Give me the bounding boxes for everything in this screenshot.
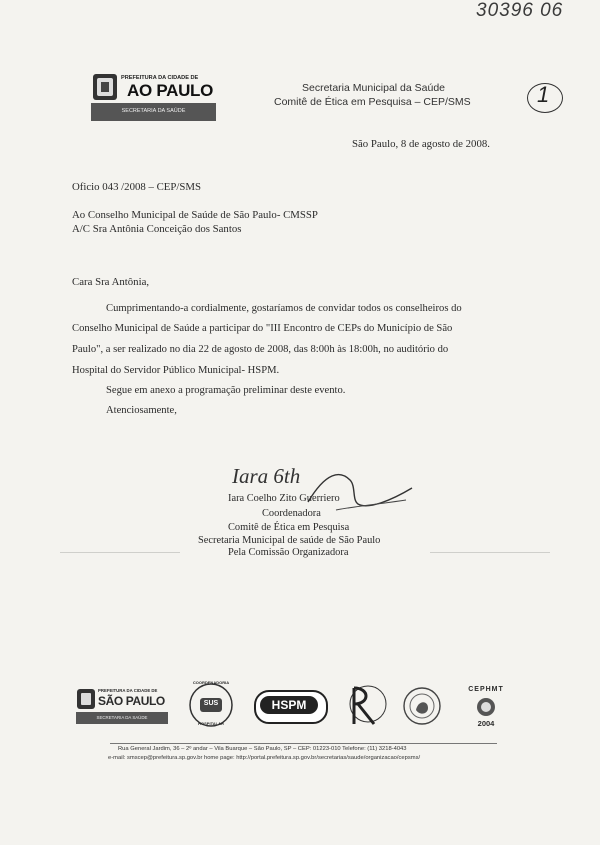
cephmt-year: 2004 — [477, 719, 495, 728]
cephmt-crest-icon — [464, 695, 508, 721]
footer-logo-city: SÃO PAULO — [98, 694, 165, 708]
footer-prefeitura-logo — [76, 686, 168, 726]
scan-divider-left — [60, 552, 180, 553]
maternity-seal-icon — [402, 686, 442, 726]
body-line-1: Cumprimentando-a cordialmente, gostaríamos de convidar todos os conselheiros do — [106, 303, 462, 314]
body-line-5: Segue em anexo a programação preliminar deste evento. — [106, 385, 346, 396]
coordenadoria-text: COORDENADORIA — [192, 680, 230, 685]
signer-role: Coordenadora — [262, 508, 321, 519]
body-line-2: Conselho Municipal de Saúde a participar do "III Encontro de CEPs do Município de São — [72, 323, 453, 334]
logo-top-text: PREFEITURA DA CIDADE DE — [121, 75, 199, 81]
logo-dept-text: SECRETARIA DA SAÚDE — [121, 108, 186, 114]
reference-number: Oficio 043 /2008 – CEP/SMS — [72, 181, 201, 193]
hospitalar-text: HOSPITALAR — [198, 721, 224, 726]
salutation: Cara Sra Antônia, — [72, 276, 150, 288]
prefeitura-logo — [91, 70, 216, 122]
signer-committee: Comitê de Ética em Pesquisa — [228, 522, 350, 533]
footer-rule — [110, 743, 497, 744]
signer-commission: Pela Comissão Organizadora — [228, 547, 349, 558]
footer-contact: e-mail: smscep@prefeitura.sp.gov.br home page: http://portal.prefeitura.sp.gov.br/secretarias/saude/organizacao/cepsms/ — [108, 755, 421, 761]
cephmt-logo — [464, 686, 508, 730]
coordenadoria-logo — [188, 682, 234, 728]
footer-logo-dept: SECRETARIA DA SAÚDE — [96, 715, 148, 720]
footer-crest-icon — [76, 688, 96, 710]
footer-address: Rua General Jardim, 36 – 2º andar – Vila Buarque – São Paulo, SP – CEP: 01223-010 Telefone: (11) 3218-4043 — [118, 746, 407, 752]
sus-text: SUS — [203, 700, 219, 707]
scan-divider-right — [430, 552, 550, 553]
date-line: São Paulo, 8 de agosto de 2008. — [352, 138, 490, 150]
signer-secretariat: Secretaria Municipal de saúde de São Paulo — [198, 535, 381, 546]
body-line-3: Paulo", a ser realizado no dia 22 de agosto de 2008, das 8:00h às 18:00h, no auditório do — [72, 344, 449, 355]
signature-handwriting: Iara 6th — [232, 464, 301, 488]
header-comite: Comitê de Ética em Pesquisa – CEP/SMS — [274, 96, 471, 108]
cephmt-text: CEPHMT — [468, 686, 504, 693]
footer-logo-top: PREFEITURA DA CIDADE DE — [98, 688, 158, 693]
hspm-text: HSPM — [271, 698, 307, 712]
signer-name: Iara Coelho Zito Guerriero — [228, 493, 340, 504]
archive-number: 30396 06 — [476, 0, 564, 21]
recipient-line-1: Ao Conselho Municipal de Saúde de São Paulo- CMSSP — [72, 209, 318, 221]
page-number: 1 — [537, 82, 550, 107]
body-line-4: Hospital do Servidor Público Municipal- HSPM. — [72, 365, 280, 376]
logo-city-text: AO PAULO — [127, 81, 214, 100]
header-secretaria: Secretaria Municipal da Saúde — [302, 82, 446, 94]
hspm-logo — [254, 690, 328, 724]
body-line-6: Atenciosamente, — [106, 405, 177, 416]
instituto-emblem-icon — [344, 680, 390, 730]
recipient-line-2: A/C Sra Antônia Conceição dos Santos — [72, 223, 242, 235]
